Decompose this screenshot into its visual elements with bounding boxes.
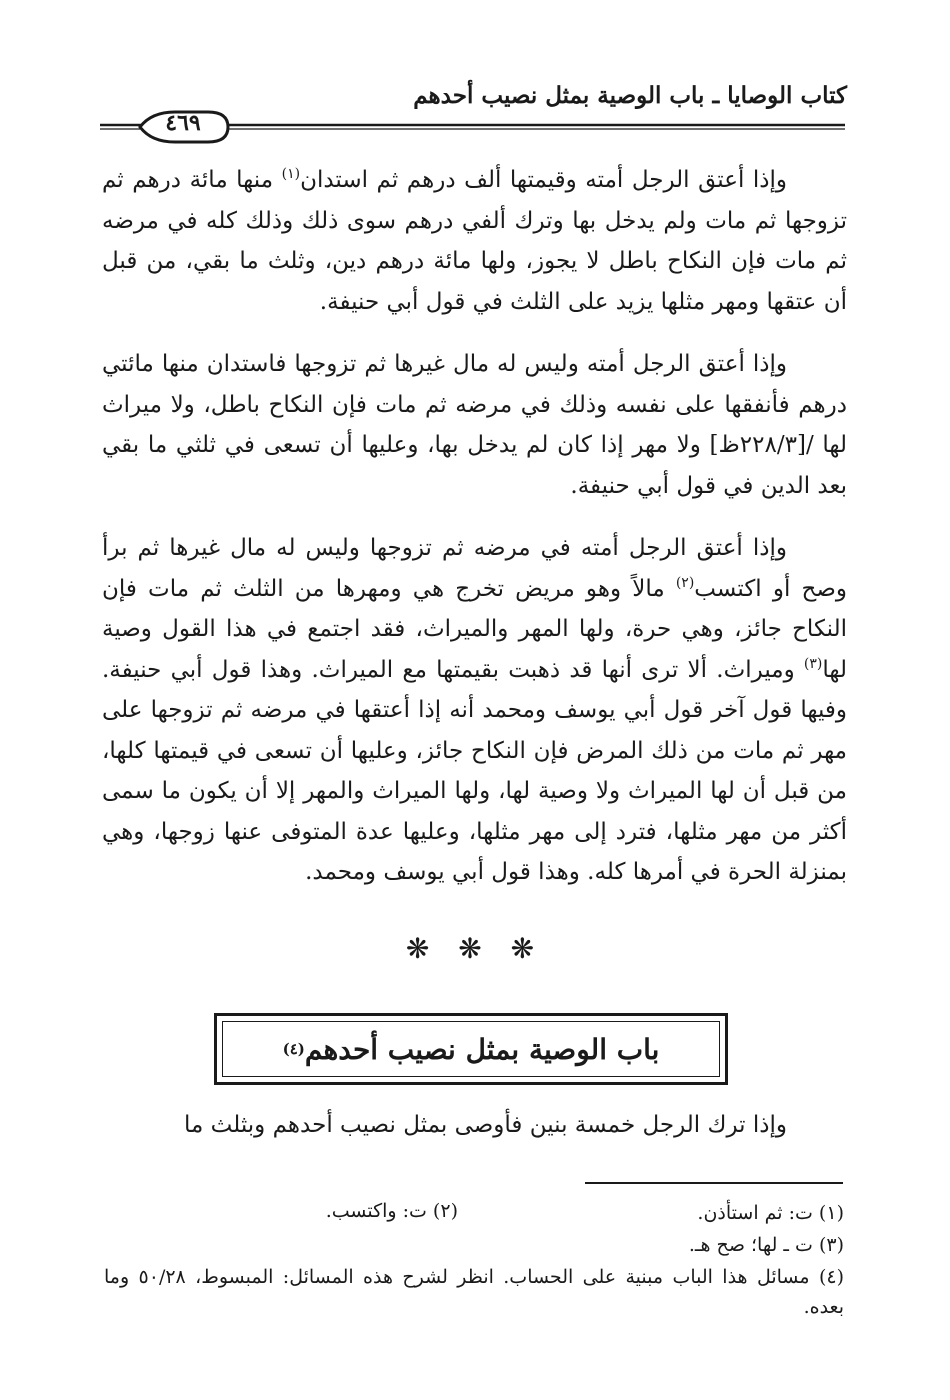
paragraph-2: وإذا أعتق الرجل أمته وليس له مال غيرها ثم تزوجها فاستدان منها مائتي درهم فأنفقها على نفسه وذلك في مرضه ثم مات فإن النكاح باطل، ولا ميراث لها /[٢٢٨/٣ظ] ولا مهر إذا كان لم يدخل بها، وعليها أن تسعى في ثلثي ما بقي بعد الدين في قول أبي حنيفة. bbox=[102, 351, 848, 499]
paragraph-1-part-a: وإذا أعتق الرجل أمته وقيمتها ألف درهم ثم استدان bbox=[300, 167, 787, 193]
chapter-title-text: باب الوصية بمثل نصيب أحدهم bbox=[304, 1032, 660, 1066]
footnote-4: (٤) مسائل هذا الباب مبنية على الحساب. انظر لشرح هذه المسائل: المبسوط، ٥٠/٢٨ وما بعده. bbox=[104, 1266, 844, 1318]
running-title: كتاب الوصايا ـ باب الوصية بمثل نصيب أحدهم bbox=[413, 82, 847, 109]
paragraph-3-part-b: مالاً وهو مريض تخرج هي ومهرها من الثلث ثم مات فإن النكاح جائز، وهي حرة، ولها المهر والميراث، فقد اجتمع في هذا القول وصية لها bbox=[102, 575, 847, 683]
paragraph-1 bbox=[102, 160, 847, 322]
footnote-marker-3: (٣) bbox=[803, 655, 823, 672]
footnote-1: (١) ت: ثم استأذن. bbox=[697, 1202, 844, 1224]
page-number: ٤٦٩ bbox=[165, 110, 201, 136]
body-text bbox=[102, 160, 847, 893]
footnote-separator-rule bbox=[585, 1182, 843, 1184]
footnote-marker-1: (١) bbox=[281, 166, 301, 182]
paragraph-1-part-b: منها مائة درهم ثم تزوجها ثم مات ولم يدخل بها وترك ألفي درهم سوى ذلك وذلك كله في مرضه ثم مات فإن النكاح باطل لا يجوز، ولها مائة درهم دين، وثلث ما بقي، من قبل أن عتقها ومهر مثلها يزيد على الثلث في قول أبي حنيفة. bbox=[102, 167, 847, 315]
paragraph-3-part-c: وميراث. ألا ترى أنها قد ذهبت بقيمتها مع الميراث. وهذا قول أبي حنيفة. وفيها قول آخر قول أبي يوسف ومحمد أنه إذا أعتقها في مرضه ثم تزوجها على مهر ثم مات من ذلك المرض فإن النكاح جائز، وعليها أن تسعى في قيمتها كلها، من قبل أن لها الميراث ولا وصية لها، ولها الميراث والمهر إلا أن يكون ما سمى أكثر من مهر مثلها، فترد إلى مهر مثلها، وعليها عدة المتوفى عنها زوجها، وهي بمنزلة الحرة في أمرها كله. وهذا قول أبي يوسف ومحمد. bbox=[102, 656, 847, 885]
chapter-title: باب الوصية بمثل نصيب أحدهم (٤) bbox=[282, 1032, 660, 1066]
section-separator-stars: ❋ ❋ ❋ bbox=[405, 932, 545, 965]
footnote-2: (٢) ت: واكتسب. bbox=[325, 1200, 458, 1222]
footnote-3: (٣) ت ـ لها؛ صح هـ. bbox=[688, 1234, 844, 1256]
next-paragraph-start: وإذا ترك الرجل خمسة بنين فأوصى بمثل نصيب أحدهم وبثلث ما bbox=[184, 1112, 787, 1138]
footnote-marker-2: (٢) bbox=[675, 574, 695, 591]
chapter-heading-box bbox=[214, 1013, 728, 1085]
paragraph-3-part-a: وإذا أعتق الرجل أمته في مرضه ثم تزوجها وليس له مال غيرها ثم برأ وصح أو اكتسب bbox=[102, 535, 847, 602]
paragraph-3 bbox=[102, 528, 847, 893]
